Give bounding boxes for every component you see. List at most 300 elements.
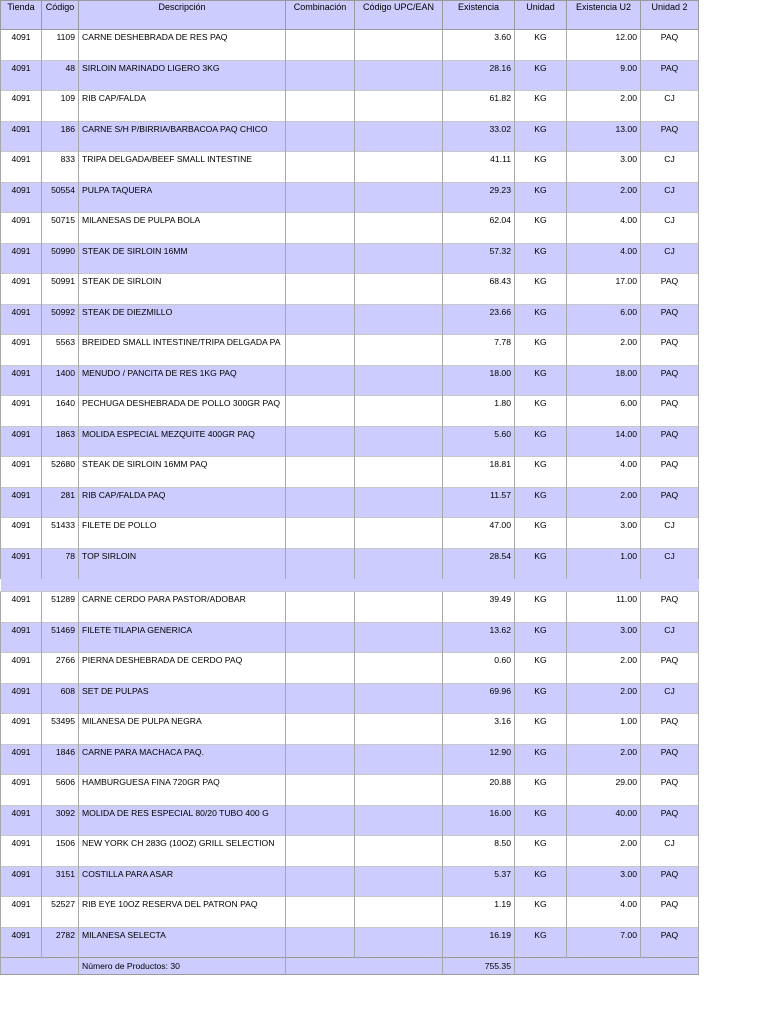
cell-descripcion: SET DE PULPAS [79,683,286,714]
cell-combinacion [286,60,355,91]
table-row [1,152,699,183]
cell-unidad: KG [515,213,567,244]
cell-codigo: 48 [42,60,79,91]
cell-descripcion: MENUDO / PANCITA DE RES 1KG PAQ [79,365,286,396]
cell-descripcion: MOLIDA ESPECIAL MEZQUITE 400GR PAQ [79,426,286,457]
cell-unidad: KG [515,744,567,775]
table-row [1,653,699,684]
table-row [1,457,699,488]
cell-descripcion: MOLIDA DE RES ESPECIAL 80/20 TUBO 400 G [79,805,286,836]
cell-existencia-u2: 29.00 [567,775,641,806]
cell-combinacion [286,396,355,427]
cell-descripcion: CARNE CERDO PARA PASTOR/ADOBAR [79,592,286,623]
cell-existencia-u2: 11.00 [567,592,641,623]
cell-unidad: KG [515,426,567,457]
cell-descripcion: CARNE DESHEBRADA DE RES PAQ [79,30,286,61]
cell-unidad: KG [515,182,567,213]
header-unidad: Unidad [515,1,567,30]
cell-existencia-u2: 4.00 [567,213,641,244]
cell-tienda: 4091 [1,426,42,457]
cell-unidad2: CJ [641,91,699,122]
cell-upc [355,182,443,213]
cell-unidad2: CJ [641,518,699,549]
cell-combinacion [286,182,355,213]
cell-unidad: KG [515,60,567,91]
cell-combinacion [286,213,355,244]
table-row [1,182,699,213]
cell-unidad2: PAQ [641,775,699,806]
cell-combinacion [286,274,355,305]
cell-upc [355,365,443,396]
cell-existencia-u2: 1.00 [567,714,641,745]
cell-upc [355,744,443,775]
cell-unidad: KG [515,622,567,653]
cell-unidad2: PAQ [641,60,699,91]
cell-upc [355,121,443,152]
cell-existencia: 1.19 [443,897,515,928]
spacer-cell [1,579,699,592]
cell-codigo: 608 [42,683,79,714]
cell-combinacion [286,744,355,775]
footer-row [1,958,699,975]
cell-descripcion: NEW YORK CH 283G (10OZ) GRILL SELECTION [79,836,286,867]
cell-upc [355,805,443,836]
table-row [1,365,699,396]
cell-codigo: 2766 [42,653,79,684]
cell-combinacion [286,487,355,518]
cell-codigo: 52527 [42,897,79,928]
cell-existencia-u2: 2.00 [567,683,641,714]
cell-existencia-u2: 12.00 [567,30,641,61]
cell-descripcion: MILANESA SELECTA [79,927,286,958]
cell-descripcion: FILETE TILAPIA GENERICA [79,622,286,653]
cell-unidad: KG [515,683,567,714]
header-combinacion: Combinación [286,1,355,30]
cell-existencia: 61.82 [443,91,515,122]
cell-existencia-u2: 3.00 [567,518,641,549]
row-spacer [1,579,699,592]
table-row [1,866,699,897]
cell-tienda: 4091 [1,182,42,213]
cell-existencia: 28.54 [443,548,515,579]
cell-existencia-u2: 6.00 [567,396,641,427]
cell-unidad: KG [515,243,567,274]
cell-unidad2: CJ [641,243,699,274]
cell-descripcion: RIB CAP/FALDA [79,91,286,122]
cell-existencia: 18.00 [443,365,515,396]
table-row [1,60,699,91]
cell-unidad: KG [515,457,567,488]
cell-upc [355,927,443,958]
cell-unidad2: PAQ [641,592,699,623]
cell-descripcion: RIB EYE 10OZ RESERVA DEL PATRON PAQ [79,897,286,928]
cell-codigo: 5563 [42,335,79,366]
cell-existencia-u2: 1.00 [567,548,641,579]
cell-unidad: KG [515,518,567,549]
cell-codigo: 51289 [42,592,79,623]
cell-descripcion: PULPA TAQUERA [79,182,286,213]
cell-codigo: 3151 [42,866,79,897]
cell-unidad2: PAQ [641,927,699,958]
cell-combinacion [286,714,355,745]
cell-tienda: 4091 [1,927,42,958]
cell-codigo: 3092 [42,805,79,836]
cell-existencia-u2: 2.00 [567,335,641,366]
cell-unidad2: PAQ [641,805,699,836]
cell-codigo: 1506 [42,836,79,867]
cell-tienda: 4091 [1,744,42,775]
cell-combinacion [286,927,355,958]
cell-existencia: 16.19 [443,927,515,958]
table-row [1,121,699,152]
cell-descripcion: PIERNA DESHEBRADA DE CERDO PAQ [79,653,286,684]
footer-cell-empty [286,958,443,975]
cell-unidad: KG [515,152,567,183]
cell-existencia: 16.00 [443,805,515,836]
table-row [1,487,699,518]
cell-existencia-u2: 40.00 [567,805,641,836]
cell-combinacion [286,653,355,684]
cell-unidad2: PAQ [641,274,699,305]
cell-existencia: 20.88 [443,775,515,806]
header-codigo: Código [42,1,79,30]
cell-codigo: 186 [42,121,79,152]
cell-descripcion: COSTILLA PARA ASAR [79,866,286,897]
cell-unidad2: PAQ [641,121,699,152]
cell-tienda: 4091 [1,805,42,836]
table-row [1,622,699,653]
table-row [1,518,699,549]
cell-upc [355,91,443,122]
cell-descripcion: MILANESA DE PULPA NEGRA [79,714,286,745]
cell-unidad: KG [515,927,567,958]
cell-upc [355,152,443,183]
cell-unidad: KG [515,304,567,335]
cell-existencia-u2: 2.00 [567,487,641,518]
cell-upc [355,897,443,928]
cell-tienda: 4091 [1,866,42,897]
cell-tienda: 4091 [1,653,42,684]
cell-combinacion [286,304,355,335]
cell-descripcion: STEAK DE SIRLOIN 16MM PAQ [79,457,286,488]
cell-tienda: 4091 [1,775,42,806]
cell-upc [355,653,443,684]
cell-combinacion [286,457,355,488]
header-existencia: Existencia [443,1,515,30]
cell-existencia-u2: 4.00 [567,897,641,928]
cell-combinacion [286,30,355,61]
cell-tienda: 4091 [1,274,42,305]
cell-existencia-u2: 13.00 [567,121,641,152]
cell-unidad: KG [515,365,567,396]
cell-unidad2: PAQ [641,396,699,427]
table-row [1,927,699,958]
cell-tienda: 4091 [1,365,42,396]
cell-combinacion [286,365,355,396]
cell-existencia-u2: 2.00 [567,182,641,213]
cell-codigo: 50990 [42,243,79,274]
table-row [1,243,699,274]
cell-upc [355,487,443,518]
cell-existencia: 41.11 [443,152,515,183]
cell-unidad2: PAQ [641,304,699,335]
table-body [1,30,699,958]
header-descripcion: Descripción [79,1,286,30]
cell-tienda: 4091 [1,592,42,623]
cell-codigo: 5606 [42,775,79,806]
cell-tienda: 4091 [1,622,42,653]
cell-upc [355,60,443,91]
cell-descripcion: STEAK DE SIRLOIN [79,274,286,305]
cell-descripcion: TOP SIRLOIN [79,548,286,579]
cell-combinacion [286,866,355,897]
cell-unidad2: CJ [641,213,699,244]
cell-unidad2: CJ [641,836,699,867]
cell-combinacion [286,335,355,366]
cell-descripcion: CARNE S/H P/BIRRIA/BARBACOA PAQ CHICO [79,121,286,152]
cell-tienda: 4091 [1,335,42,366]
cell-existencia: 0.60 [443,653,515,684]
cell-unidad: KG [515,866,567,897]
header-tienda: Tienda [1,1,42,30]
cell-existencia: 57.32 [443,243,515,274]
cell-existencia: 12.90 [443,744,515,775]
cell-unidad2: PAQ [641,335,699,366]
cell-codigo: 1400 [42,365,79,396]
cell-tienda: 4091 [1,487,42,518]
cell-upc [355,335,443,366]
cell-unidad2: PAQ [641,457,699,488]
cell-upc [355,714,443,745]
table-row [1,335,699,366]
cell-upc [355,836,443,867]
cell-upc [355,622,443,653]
table-row [1,304,699,335]
cell-descripcion: SIRLOIN MARINADO LIGERO 3KG [79,60,286,91]
cell-combinacion [286,152,355,183]
cell-codigo: 1640 [42,396,79,427]
cell-unidad: KG [515,897,567,928]
cell-tienda: 4091 [1,548,42,579]
table-row [1,775,699,806]
cell-existencia-u2: 4.00 [567,243,641,274]
cell-existencia-u2: 9.00 [567,60,641,91]
cell-tienda: 4091 [1,518,42,549]
table-row [1,426,699,457]
cell-existencia: 5.60 [443,426,515,457]
cell-unidad2: PAQ [641,426,699,457]
cell-tienda: 4091 [1,714,42,745]
cell-upc [355,775,443,806]
table-row [1,91,699,122]
cell-existencia: 5.37 [443,866,515,897]
cell-existencia-u2: 6.00 [567,304,641,335]
cell-existencia-u2: 18.00 [567,365,641,396]
cell-unidad2: CJ [641,548,699,579]
cell-existencia: 23.66 [443,304,515,335]
cell-upc [355,30,443,61]
cell-upc [355,426,443,457]
cell-unidad: KG [515,714,567,745]
cell-existencia-u2: 3.00 [567,152,641,183]
cell-combinacion [286,121,355,152]
cell-existencia: 3.16 [443,714,515,745]
table-row [1,683,699,714]
cell-unidad: KG [515,30,567,61]
cell-existencia: 7.78 [443,335,515,366]
cell-descripcion: HAMBURGUESA FINA 720GR PAQ [79,775,286,806]
table-row [1,396,699,427]
cell-unidad2: CJ [641,152,699,183]
cell-codigo: 1109 [42,30,79,61]
cell-existencia-u2: 14.00 [567,426,641,457]
cell-unidad: KG [515,775,567,806]
cell-codigo: 50554 [42,182,79,213]
cell-combinacion [286,622,355,653]
header-row [1,1,699,30]
cell-unidad2: PAQ [641,487,699,518]
cell-upc [355,304,443,335]
cell-tienda: 4091 [1,60,42,91]
cell-existencia: 39.49 [443,592,515,623]
cell-descripcion: TRIPA DELGADA/BEEF SMALL INTESTINE [79,152,286,183]
cell-existencia: 33.02 [443,121,515,152]
cell-existencia: 3.60 [443,30,515,61]
cell-existencia: 8.50 [443,836,515,867]
cell-descripcion: CARNE PARA MACHACA PAQ. [79,744,286,775]
cell-existencia: 69.96 [443,683,515,714]
cell-unidad2: PAQ [641,365,699,396]
cell-codigo: 53495 [42,714,79,745]
cell-tienda: 4091 [1,243,42,274]
cell-unidad2: CJ [641,622,699,653]
cell-unidad2: CJ [641,683,699,714]
cell-existencia-u2: 4.00 [567,457,641,488]
cell-codigo: 833 [42,152,79,183]
existencia-total: 755.35 [443,958,515,975]
cell-existencia-u2: 3.00 [567,866,641,897]
cell-unidad: KG [515,91,567,122]
cell-upc [355,274,443,305]
cell-unidad2: PAQ [641,897,699,928]
cell-combinacion [286,836,355,867]
cell-existencia-u2: 2.00 [567,91,641,122]
cell-unidad2: PAQ [641,744,699,775]
cell-unidad2: PAQ [641,714,699,745]
cell-combinacion [286,548,355,579]
cell-tienda: 4091 [1,121,42,152]
cell-unidad: KG [515,274,567,305]
table-row [1,836,699,867]
cell-descripcion: STEAK DE SIRLOIN 16MM [79,243,286,274]
cell-codigo: 1863 [42,426,79,457]
cell-existencia: 62.04 [443,213,515,244]
cell-codigo: 50992 [42,304,79,335]
cell-existencia-u2: 7.00 [567,927,641,958]
header-unidad2: Unidad 2 [641,1,699,30]
cell-combinacion [286,243,355,274]
cell-upc [355,866,443,897]
cell-unidad: KG [515,836,567,867]
cell-codigo: 109 [42,91,79,122]
cell-existencia-u2: 17.00 [567,274,641,305]
cell-existencia-u2: 2.00 [567,744,641,775]
table-row [1,744,699,775]
cell-combinacion [286,91,355,122]
cell-unidad: KG [515,805,567,836]
table-row [1,213,699,244]
cell-existencia: 28.16 [443,60,515,91]
cell-descripcion: STEAK DE DIEZMILLO [79,304,286,335]
header-existencia-u2: Existencia U2 [567,1,641,30]
cell-tienda: 4091 [1,396,42,427]
cell-tienda: 4091 [1,304,42,335]
cell-unidad: KG [515,396,567,427]
table-row [1,592,699,623]
cell-codigo: 50715 [42,213,79,244]
cell-tienda: 4091 [1,30,42,61]
cell-combinacion [286,592,355,623]
cell-upc [355,457,443,488]
cell-tienda: 4091 [1,152,42,183]
table-row [1,714,699,745]
cell-existencia: 68.43 [443,274,515,305]
cell-combinacion [286,683,355,714]
cell-existencia: 47.00 [443,518,515,549]
cell-upc [355,396,443,427]
cell-tienda: 4091 [1,683,42,714]
cell-tienda: 4091 [1,836,42,867]
cell-tienda: 4091 [1,457,42,488]
cell-unidad2: PAQ [641,866,699,897]
cell-upc [355,683,443,714]
cell-existencia-u2: 2.00 [567,836,641,867]
table-row [1,805,699,836]
cell-codigo: 51469 [42,622,79,653]
cell-tienda: 4091 [1,213,42,244]
table-row [1,897,699,928]
cell-existencia: 18.81 [443,457,515,488]
cell-unidad: KG [515,487,567,518]
table-row [1,548,699,579]
cell-descripcion: MILANESAS DE PULPA BOLA [79,213,286,244]
cell-upc [355,592,443,623]
cell-existencia-u2: 3.00 [567,622,641,653]
cell-combinacion [286,518,355,549]
cell-existencia: 13.62 [443,622,515,653]
cell-unidad2: PAQ [641,30,699,61]
cell-codigo: 51433 [42,518,79,549]
product-count: Número de Productos: 30 [79,958,286,975]
header-upc: Código UPC/EAN [355,1,443,30]
cell-codigo: 1846 [42,744,79,775]
cell-existencia: 1.80 [443,396,515,427]
cell-tienda: 4091 [1,91,42,122]
cell-existencia: 29.23 [443,182,515,213]
footer-cell-empty [515,958,699,975]
cell-upc [355,548,443,579]
cell-existencia-u2: 2.00 [567,653,641,684]
cell-upc [355,518,443,549]
cell-combinacion [286,897,355,928]
cell-tienda: 4091 [1,897,42,928]
cell-unidad: KG [515,548,567,579]
cell-unidad2: PAQ [641,653,699,684]
cell-unidad: KG [515,592,567,623]
cell-descripcion: RIB CAP/FALDA PAQ [79,487,286,518]
cell-combinacion [286,775,355,806]
cell-unidad2: CJ [641,182,699,213]
